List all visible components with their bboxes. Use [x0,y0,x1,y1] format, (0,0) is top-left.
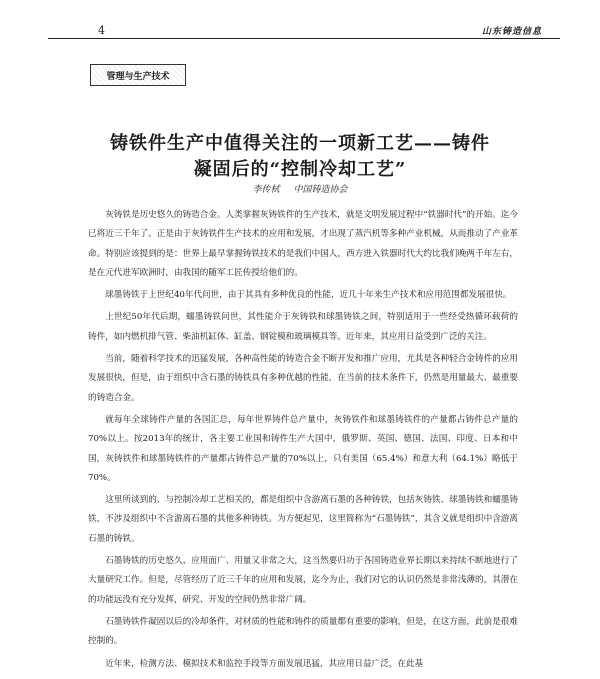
paragraph-9: 近年来，检测方法、模拟技术和监控手段等方面发展迅猛，其应用日益广泛，在此基 [105,658,424,669]
publication-name: 山东铸造信息 [481,27,542,37]
author-name: 李传栻 [252,185,280,195]
paragraph-5: 就每年全球铸件产量的各国汇总，每年世界铸件总产量中，灰铸铁件和球墨铸铁件的产量都占铸件总产量的70%以上。按2013年的统计，各主要工业国和铸件生产大国中，俄罗斯、英国、德国、法国、印度、日本和中国，灰铸铁件和球墨铸铁件的产量都占铸件总产量的70%以上，只有美国（65.4%）和意大利（64.1%）略低于70%。 [88,414,518,483]
header-rule [48,38,560,39]
paragraph-8: 石墨铸铁件凝固以后的冷却条件，对材质的性能和铸件的质量都有重要的影响，但是，在这方面，此前是很难控制的。 [88,616,518,647]
paragraph-3: 上世纪50年代后期，蠕墨铸铁问世，其性能介于灰铸铁和球墨铸铁之间，特别适用于一些经受热循环载荷的铸件，如内燃机排气管、柴油机缸体、缸盖、钢锭模和玻璃模具等。近年来，其应用日益受到广泛的关注。 [88,312,518,342]
article-title-line-1: 铸铁件生产中值得关注的一项新工艺——铸件 [110,133,490,154]
page-number: 4 [98,24,105,37]
paragraph-6: 这里所谈到的、与控制冷却工艺相关的，都是组织中含游离石墨的各种铸铁，包括灰铸铁、球墨铸铁和蠕墨铸铁，不涉及组织中不含游离石墨的其他多种铸铁。为方便起见，这里简称为“石墨铸铁”，其含义就是组织中含游离石墨的铸铁。 [88,495,518,544]
article-title-line-2: 凝固后的“控制冷却工艺” [193,159,407,180]
byline [0,182,600,195]
paragraph-4: 当前，随着科学技术的迅猛发展，各种高性能的铸造合金不断开发和推广应用，尤其是各种轻合金铸件的应用发展很快，但是，由于组织中含石墨的铸铁具有多种优越的性能，在当前的技术条件下，仍然是用量最大、最重要的铸造合金。 [88,354,518,403]
article-body [88,206,518,674]
paragraph-1: 灰铸铁是历史悠久的铸造合金。人类掌握灰铸铁件的生产技术，就是文明发展过程中“铁器时代”的开始。迄今已将近三千年了。正是由于灰铸铁件生产技术的应用和发展，才出现了蒸汽机等多种产业机械，从而推动了产业革命。特别应该提到的是：世界上最早掌握铸铁技术的是我们中国人，西方进入铁器时代大约比我们晚两千年左右，是在元代进军欧洲时，由我国的随军工匠传授给他们的。 [88,210,518,278]
column-label: 管理与生产技术 [90,64,186,86]
paragraph-7: 石墨铸铁的历史悠久、应用面广、用量又非常之大，这当然要归功于各国铸造业界长期以来持续不断地进行了大量研究工作。但是，尽管经历了近三千年的应用和发展，迄今为止，我们对它的认识仍然是非常浅薄的，其潜在的功能远没有充分发挥，研究、开发的空间仍然非常广阔。 [88,556,518,605]
paragraph-2: 球墨铸铁于上世纪40年代问世，由于其具有多种优良的性能，近几十年来生产技术和应用范围都发展很快。 [105,290,512,301]
author-affiliation: 中国铸造协会 [293,185,348,195]
